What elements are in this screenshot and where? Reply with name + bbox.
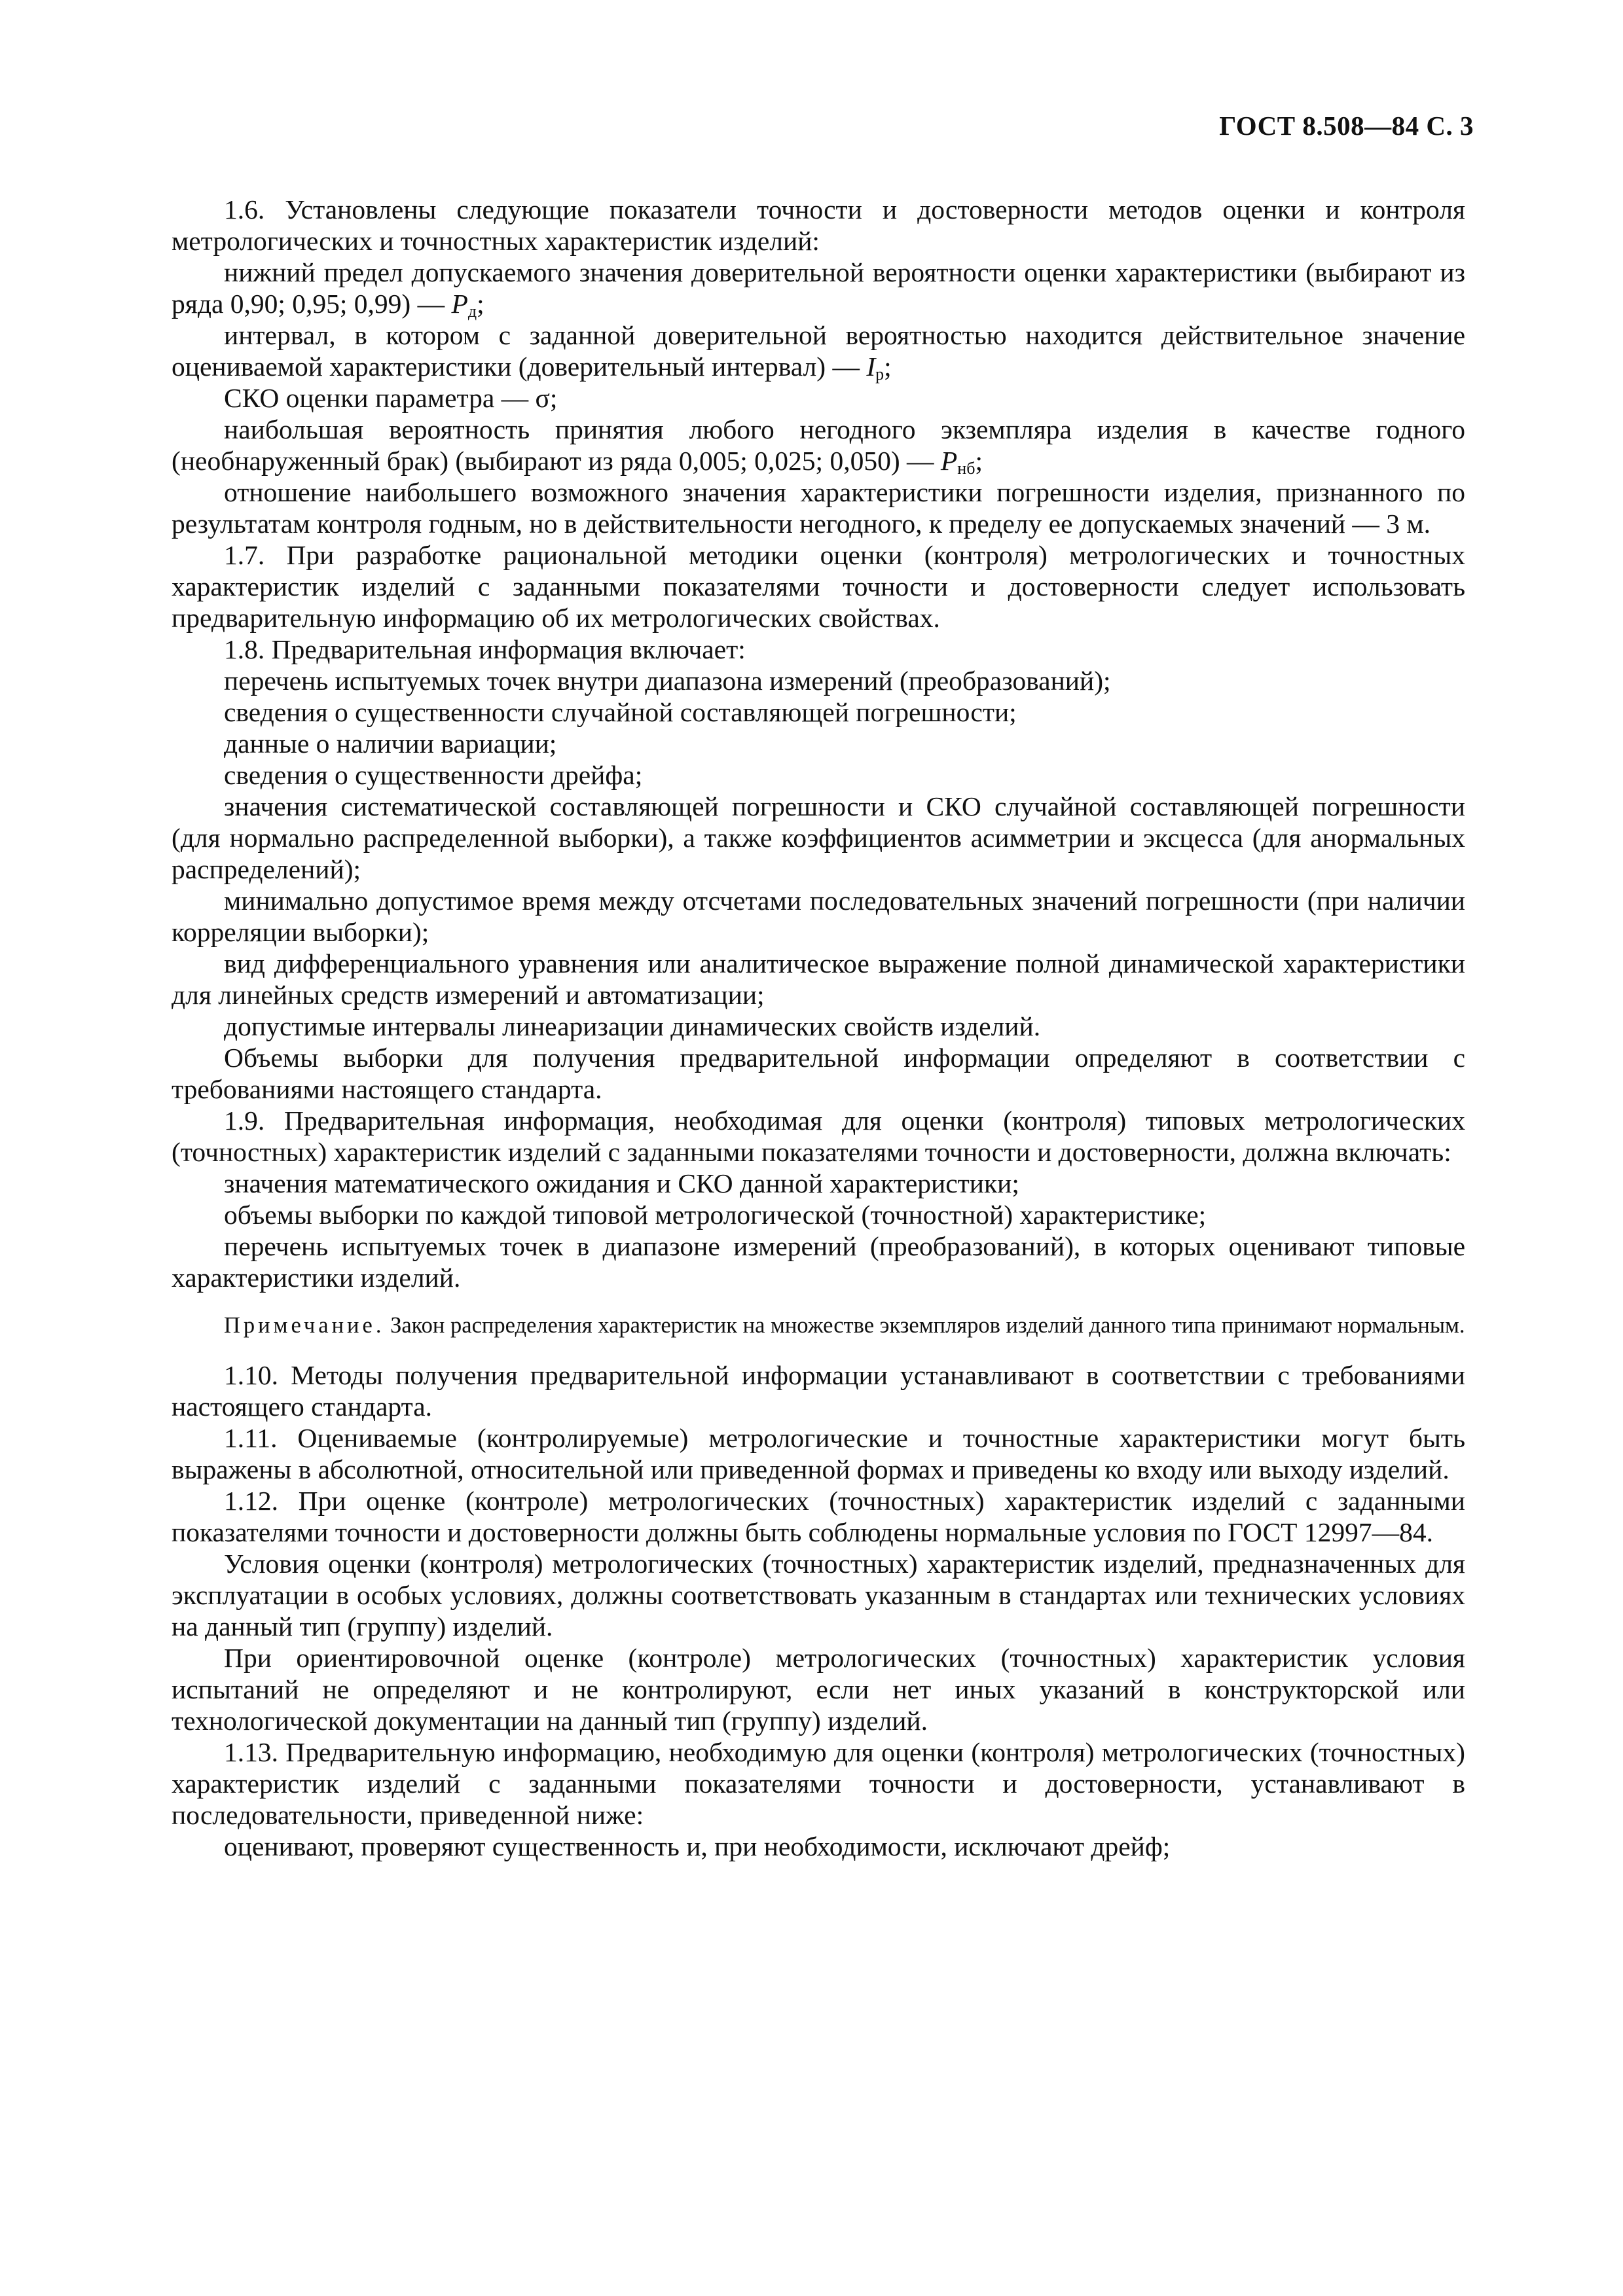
- document-body: [172, 194, 1465, 1862]
- paragraph-special-conditions: Условия оценки (контроля) метрологических (точностных) характеристик изделий, предназначенных для эксплуатации в особых условиях, должны соответствовать указанным в стандартах или технических условиях на данный тип (группу) изделий.: [172, 1549, 1465, 1641]
- list-item-differential-equation: вид дифференциального уравнения или аналитическое выражение полной динамической характеристики для линейных средств измерений и автоматизации;: [172, 948, 1465, 1010]
- page-header: ГОСТ 8.508—84 С. 3: [1219, 111, 1474, 141]
- paragraph-approximate-assessment: При ориентировочной оценке (контроле) метрологических (точностных) характеристик условия испытаний не определяют и не контролируют, если нет иных указаний в конструкторской или технологической документации на данный тип (группу) изделий.: [172, 1643, 1465, 1736]
- note: [172, 1312, 1465, 1340]
- paragraph-1-8: 1.8. Предварительная информация включает:: [224, 634, 746, 664]
- paragraph-1-12: 1.12. При оценке (контроле) метрологических (точностных) характеристик изделий с заданными показателями точности и достоверности должны быть соблюдены нормальные условия по ГОСТ 12997—84.: [172, 1486, 1465, 1547]
- list-item-systematic-component: значения систематической составляющей погрешности и СКО случайной составляющей погрешности (для нормально распределенной выборки), а также коэффициентов асимметрии и эксцесса (для анормальных распределений);: [172, 791, 1465, 884]
- list-item-linearization: допустимые интервалы линеаризации динамических свойств изделий.: [224, 1011, 1041, 1041]
- paragraph-1-6: 1.6. Установлены следующие показатели точности и достоверности методов оценки и контроля метрологических и точностных характеристик изделий:: [172, 194, 1465, 256]
- note-label: Примечание.: [224, 1313, 385, 1338]
- note-text: Закон распределения характеристик на множестве экземпляров изделий данного типа принимают нормальным.: [384, 1313, 1465, 1338]
- list-item-sample-volume: объемы выборки по каждой типовой метрологической (точностной) характеристике;: [224, 1200, 1207, 1230]
- list-item-max-probability: наибольшая вероятность принятия любого негодного экземпляра изделия в качестве годного (необнаруженный брак) (выбирают из ряда 0,005; 0,025; 0,050) — $P_{нб}$;: [172, 414, 1465, 478]
- paragraph-1-11: 1.11. Оцениваемые (контролируемые) метрологические и точностные характеристики могут быть выражены в абсолютной, относительной или приведенной формах и приведены ко входу или выходу изделий.: [172, 1423, 1465, 1484]
- paragraph-1-7: 1.7. При разработке рациональной методики оценки (контроля) метрологических и точностных характеристик изделий с заданными показателями точности и достоверности следует использовать предварительную информацию об их метрологических свойствах.: [172, 540, 1465, 633]
- list-item-expectation: значения математического ожидания и СКО данной характеристики;: [224, 1168, 1019, 1198]
- list-item-confidence-interval: интервал, в котором с заданной доверительной вероятностью находится действительное значение оцениваемой характеристики (доверительный интервал) — $I_p$;: [172, 320, 1465, 384]
- list-item-ratio: отношение наибольшего возможного значения характеристики погрешности изделия, признанного по результатам контроля годным, но в действительности негодного, к пределу ее допускаемых значений — 3 м.: [172, 477, 1465, 539]
- list-item-test-points: перечень испытуемых точек внутри диапазона измерений (преобразований);: [224, 666, 1111, 696]
- paragraph-sample-volumes: Объемы выборки для получения предварительной информации определяют в соответствии с требованиями настоящего стандарта.: [172, 1043, 1465, 1104]
- list-item-random-component: сведения о существенности случайной составляющей погрешности;: [224, 697, 1017, 727]
- list-item-confidence-probability: нижний предел допускаемого значения доверительной вероятности оценки характеристики (выбирают из ряда 0,90; 0,95; 0,99) — $P_д$;: [172, 257, 1465, 321]
- paragraph-1-13: 1.13. Предварительную информацию, необходимую для оценки (контроля) метрологических (точностных) характеристик изделий с заданными показателями точности и достоверности, устанавливают в последовательности, приведенной ниже:: [172, 1737, 1465, 1830]
- list-item-test-points-range: перечень испытуемых точек в диапазоне измерений (преобразований), в которых оценивают типовые характеристики изделий.: [172, 1231, 1465, 1293]
- paragraph-1-10: 1.10. Методы получения предварительной информации устанавливают в соответствии с требованиями настоящего стандарта.: [172, 1360, 1465, 1422]
- paragraph-1-9: 1.9. Предварительная информация, необходимая для оценки (контроля) типовых метрологических (точностных) характеристик изделий с заданными показателями точности и достоверности, должна включать:: [172, 1105, 1465, 1167]
- list-item-drift-exclusion: оценивают, проверяют существенность и, при необходимости, исключают дрейф;: [224, 1831, 1171, 1861]
- list-item-min-time: минимально допустимое время между отсчетами последовательных значений погрешности (при наличии корреляции выборки);: [172, 886, 1465, 947]
- list-item-drift: сведения о существенности дрейфа;: [224, 760, 643, 790]
- list-item-variation: данные о наличии вариации;: [224, 728, 557, 759]
- list-item-sko: СКО оценки параметра — σ;: [224, 383, 558, 413]
